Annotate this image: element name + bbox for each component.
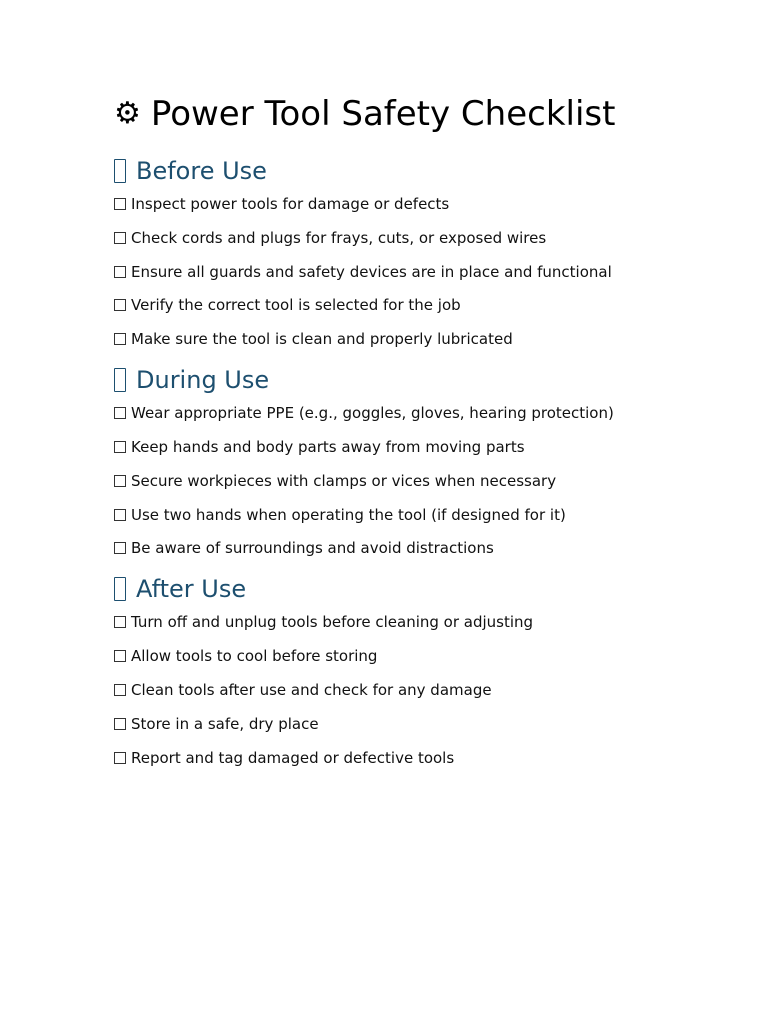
- section-heading-text: During Use: [136, 366, 270, 395]
- checkbox[interactable]: [114, 509, 126, 521]
- section-heading: [114, 574, 734, 604]
- checklist-item: [114, 194, 734, 214]
- checklist-document: [114, 92, 734, 781]
- checkbox[interactable]: [114, 752, 126, 764]
- checklist-item: [114, 329, 734, 349]
- checklist-item-text: Secure workpieces with clamps or vices when necessary: [131, 471, 557, 490]
- checkbox[interactable]: [114, 266, 126, 278]
- checklist-item-text: Make sure the tool is clean and properly lubricated: [131, 330, 513, 349]
- checklist-item-text: Verify the correct tool is selected for the job: [131, 296, 461, 315]
- missing-glyph-icon: [114, 159, 126, 183]
- section-heading-text: Before Use: [136, 157, 267, 185]
- section-heading: [114, 156, 734, 186]
- checkbox[interactable]: [114, 718, 126, 730]
- checkbox[interactable]: [114, 475, 126, 487]
- checklist-item: [114, 403, 734, 423]
- checkbox[interactable]: [114, 333, 126, 345]
- checklist-item: [114, 646, 734, 666]
- checklist-items: [114, 612, 734, 767]
- checkbox[interactable]: [114, 299, 126, 311]
- section-after-use: [114, 574, 734, 767]
- checkbox[interactable]: [114, 650, 126, 662]
- section-heading: [114, 365, 734, 395]
- checklist-item: [114, 612, 734, 632]
- section-before-use: [114, 156, 734, 349]
- checkbox[interactable]: [114, 684, 126, 696]
- checklist-item-text: Report and tag damaged or defective tools: [131, 748, 455, 767]
- checklist-item-text: Store in a safe, dry place: [131, 714, 319, 733]
- checklist-item: [114, 714, 734, 734]
- checkbox[interactable]: [114, 198, 126, 210]
- checkbox[interactable]: [114, 542, 126, 554]
- checkbox[interactable]: [114, 407, 126, 419]
- checklist-item: [114, 228, 734, 248]
- checklist-item-text: Ensure all guards and safety devices are in place and functional: [131, 262, 612, 281]
- checklist-item-text: Use two hands when operating the tool (if designed for it): [131, 505, 566, 524]
- checklist-item-text: Be aware of surroundings and avoid distractions: [131, 539, 494, 558]
- checklist-item-text: Keep hands and body parts away from moving parts: [131, 437, 525, 456]
- checklist-item-text: Check cords and plugs for frays, cuts, or exposed wires: [131, 228, 547, 247]
- checklist-item-text: Inspect power tools for damage or defects: [131, 195, 450, 213]
- checklist-item: [114, 505, 734, 525]
- checklist-item: [114, 748, 734, 768]
- checklist-item: [114, 262, 734, 282]
- checklist-item-text: Clean tools after use and check for any damage: [131, 680, 492, 699]
- checklist-item: [114, 295, 734, 315]
- section-during-use: [114, 365, 734, 558]
- checklist-item-text: Wear appropriate PPE (e.g., goggles, gloves, hearing protection): [131, 404, 614, 423]
- gear-icon: ⚙: [114, 96, 141, 131]
- title-text: Power Tool Safety Checklist: [150, 94, 616, 134]
- checkbox[interactable]: [114, 441, 126, 453]
- checklist-item-text: Allow tools to cool before storing: [131, 647, 378, 666]
- page-title: [114, 92, 734, 136]
- section-heading-text: After Use: [136, 575, 247, 604]
- checkbox[interactable]: [114, 232, 126, 244]
- missing-glyph-icon: [114, 368, 126, 392]
- checklist-items: [114, 194, 734, 349]
- checklist-item: [114, 471, 734, 491]
- checklist-item: [114, 437, 734, 457]
- checkbox[interactable]: [114, 616, 126, 628]
- missing-glyph-icon: [114, 577, 126, 601]
- checklist-items: [114, 403, 734, 558]
- checklist-item-text: Turn off and unplug tools before cleaning or adjusting: [131, 613, 534, 632]
- checklist-item: [114, 680, 734, 700]
- checklist-item: [114, 538, 734, 558]
